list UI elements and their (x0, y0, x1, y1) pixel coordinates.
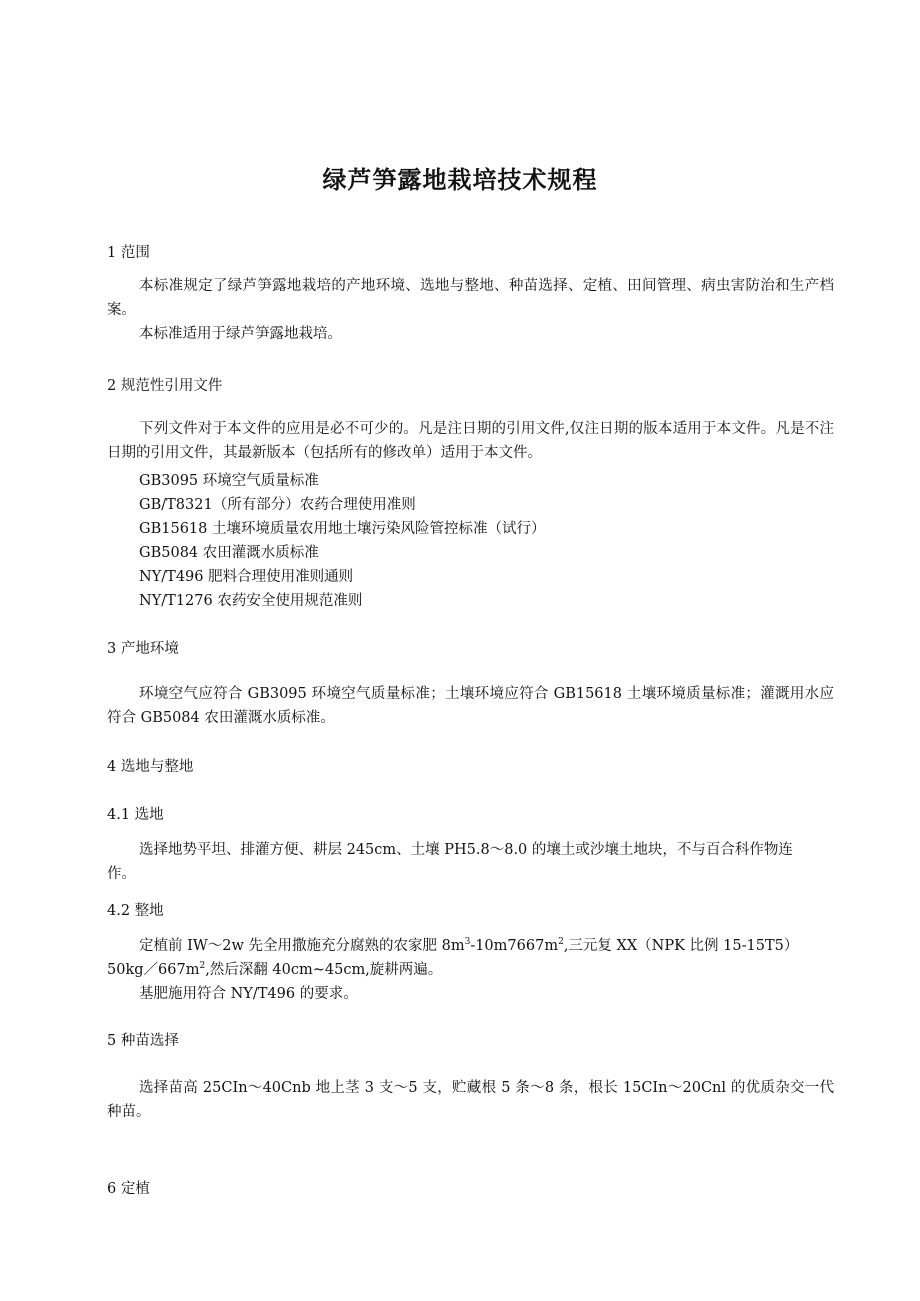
fertilizer-text-c: ,三元复 XX（NPK 比例 15-15T5） (563, 938, 799, 954)
superscript-2: 2 (558, 937, 564, 948)
section-4-2-line-1 (139, 934, 798, 955)
reference-item: GB3095 环境空气质量标准 (139, 473, 319, 489)
section-1-paragraph-1: 本标准规定了绿芦笋露地栽培的产地环境、选地与整地、种苗选择、定植、田间管理、病虫害防治和生产档案。 (107, 278, 834, 318)
reference-item: GB5084 农田灌溉水质标准 (139, 545, 319, 561)
page-title: 绿芦笋露地栽培技术规程 (322, 166, 598, 194)
reference-item: GB15618 土壤环境质量农用地土壤污染风险管控标准（试行） (139, 521, 546, 537)
section-5-paragraph-1: 选择苗高 25CIn～40Cnb 地上茎 3 支～5 支，贮藏根 5 条～8 条，根长 15CIn～20Cnl 的优质杂交一代种苗。 (107, 1080, 834, 1120)
section-2-paragraph-1: 下列文件对于本文件的应用是必不可少的。凡是注日期的引用文件,仅注日期的版本适用于本文件。凡是不注日期的引用文件，其最新版本（包括所有的修改单）适用于本文件。 (107, 421, 834, 461)
section-4-2-line-3: 基肥施用符合 NY/T496 的要求。 (139, 986, 358, 1002)
section-5-heading: 5 种苗选择 (107, 1033, 179, 1049)
section-4-2-line-2 (107, 958, 442, 979)
section-3-paragraph-1: 环境空气应符合 GB3095 环境空气质量标准；土壤环境应符合 GB15618 土壤环境质量标准；灌溉用水应符合 GB5084 农田灌溉水质标准。 (107, 686, 834, 726)
section-4-heading: 4 选地与整地 (107, 759, 194, 775)
reference-item: NY/T1276 农药安全使用规范准则 (139, 593, 363, 609)
superscript-3: 3 (464, 937, 471, 948)
section-4-2-heading: 4.2 整地 (107, 903, 164, 919)
fertilizer-text-b: -10m7667m (470, 938, 559, 954)
section-2-heading: 2 规范性引用文件 (107, 378, 223, 394)
section-1-paragraph-2: 本标准适用于绿芦笋露地栽培。 (139, 326, 342, 342)
section-1-heading: 1 范围 (107, 245, 150, 261)
tillage-text: ,然后深翻 40cm~45cm,旋耕两遍。 (205, 962, 443, 978)
fertilizer-amount-text: 50kg／667m (107, 962, 200, 978)
section-4-1-line-2: 作。 (107, 866, 136, 882)
section-3-heading: 3 产地环境 (107, 641, 179, 657)
reference-item: NY/T496 肥料合理使用准则通则 (139, 569, 354, 585)
section-6-heading: 6 定植 (107, 1181, 150, 1197)
reference-item: GB/T8321（所有部分）农药合理使用准则 (139, 497, 416, 513)
superscript-2: 2 (199, 961, 206, 972)
section-4-1-heading: 4.1 选地 (107, 807, 164, 823)
section-4-1-line-1: 选择地势平坦、排灌方便、耕层 245cm、土壤 PH5.8～8.0 的壤土或沙壤土地块，不与百合科作物连 (139, 842, 793, 858)
fertilizer-text-a: 定植前 IW～2w 先全用撒施充分腐熟的农家肥 8m (139, 938, 465, 954)
